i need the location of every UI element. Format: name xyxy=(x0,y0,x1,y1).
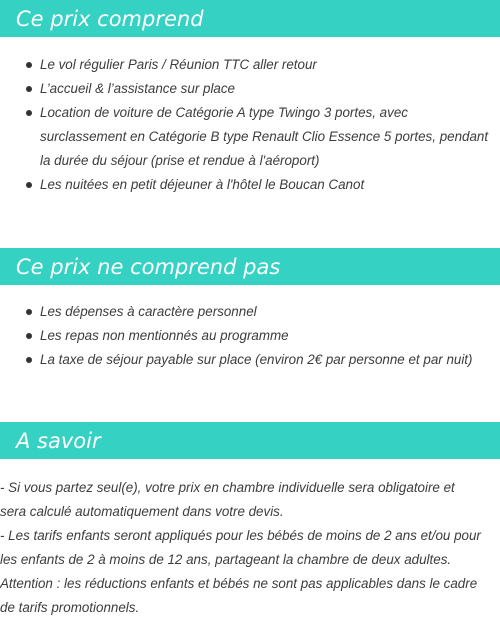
list-item: Les nuitées en petit déjeuner à l'hôtel le Boucan Canot xyxy=(0,173,500,197)
info-title: A savoir xyxy=(16,428,101,453)
bullet-icon xyxy=(26,110,32,116)
bullet-icon xyxy=(26,309,32,315)
excluded-list xyxy=(0,300,500,372)
info-line: les enfants de 2 à moins de 12 ans, partageant la chambre de deux adultes. xyxy=(0,552,452,567)
list-item: Le vol régulier Paris / Réunion TTC aller retour xyxy=(0,53,500,77)
excluded-title: Ce prix ne comprend pas xyxy=(16,254,281,279)
bullet-icon xyxy=(26,182,32,188)
info-line: - Si vous partez seul(e), votre prix en chambre individuelle sera obligatoire et xyxy=(0,480,455,495)
list-item: Les repas non mentionnés au programme xyxy=(0,324,500,348)
bullet-icon xyxy=(26,86,32,92)
list-item: La taxe de séjour payable sur place (environ 2€ par personne et par nuit) xyxy=(0,348,500,372)
info-line: Attention : les réductions enfants et bébés ne sont pas applicables dans le cadre xyxy=(0,576,478,591)
list-item: L’accueil & l’assistance sur place xyxy=(0,77,500,101)
included-title: Ce prix comprend xyxy=(16,6,204,31)
list-item: Location de voiture de Catégorie A type Twingo 3 portes, avec surclassement en Catégorie B type Renault Clio Essence 5 portes, pendant la durée du séjour (prise et rendue à l'aéroport) xyxy=(0,101,500,173)
bullet-icon xyxy=(26,62,32,68)
info-line: sera calculé automatiquement dans votre devis. xyxy=(0,504,284,519)
excluded-header xyxy=(0,248,500,285)
included-list xyxy=(0,53,500,197)
info-text xyxy=(0,476,500,620)
info-line: - Les tarifs enfants seront appliqués pour les bébés de moins de 2 ans et/ou pour xyxy=(0,528,481,543)
list-item: Les dépenses à caractère personnel xyxy=(0,300,500,324)
info-line: de tarifs promotionnels. xyxy=(0,600,140,615)
included-header xyxy=(0,0,500,37)
info-header xyxy=(0,422,500,459)
bullet-icon xyxy=(26,357,32,363)
bullet-icon xyxy=(26,333,32,339)
